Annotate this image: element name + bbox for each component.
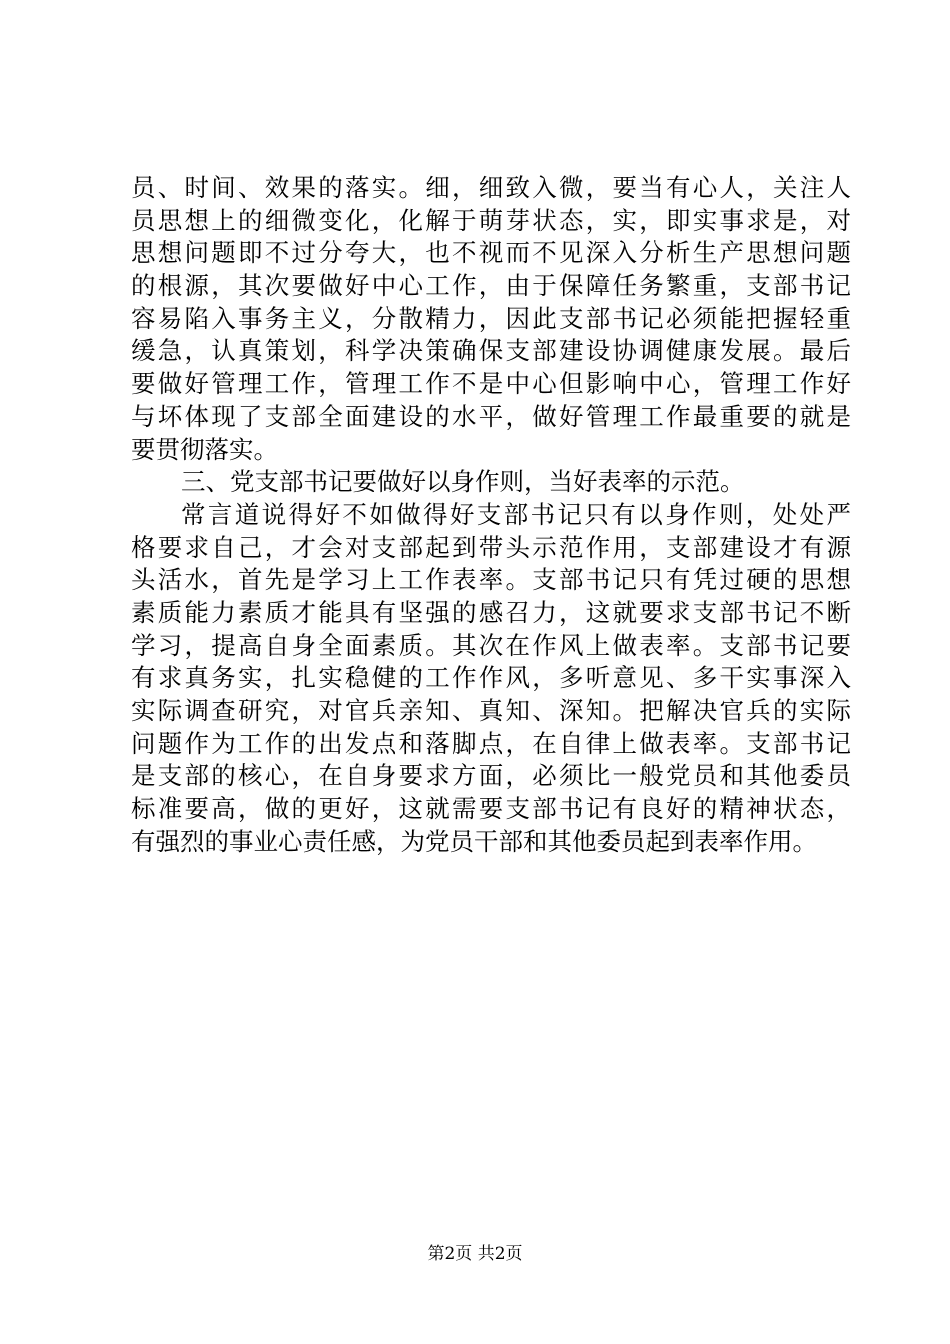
paragraph-line: 格要求自己，才会对支部起到带头示范作用，支部建设才有源 (131, 532, 851, 562)
paragraph-line: 有求真务实，扎实稳健的工作作风，多听意见、多干实事深入 (131, 663, 851, 693)
paragraph-line: 容易陷入事务主义，分散精力，因此支部书记必须能把握轻重 (131, 303, 851, 333)
paragraph-line: 缓急，认真策划，科学决策确保支部建设协调健康发展。最后 (131, 336, 851, 366)
page-number-footer: 第2页 共2页 (427, 1244, 523, 1264)
section-heading: 三、党支部书记要做好以身作则，当好表率的示范。 (181, 467, 745, 497)
paragraph-line: 与坏体现了支部全面建设的水平，做好管理工作最重要的就是 (131, 401, 851, 431)
paragraph-line: 实际调查研究，对官兵亲知、真知、深知。把解决官兵的实际 (131, 696, 851, 725)
paragraph-line: 是支部的核心，在自身要求方面，必须比一般党员和其他委员 (131, 761, 851, 791)
paragraph-line: 员思想上的细微变化，化解于萌芽状态，实，即实事求是，对 (131, 205, 851, 235)
paragraph-line: 思想问题即不过分夸大，也不视而不见深入分析生产思想问题 (131, 238, 851, 268)
paragraph-line: 的根源，其次要做好中心工作，由于保障任务繁重，支部书记 (131, 271, 851, 301)
paragraph-line: 问题作为工作的出发点和落脚点，在自律上做表率。支部书记 (131, 728, 851, 758)
paragraph-line: 头活水，首先是学习上工作表率。支部书记只有凭过硬的思想 (131, 565, 851, 595)
paragraph-line: 要贯彻落实。 (131, 434, 278, 464)
paragraph-line: 要做好管理工作，管理工作不是中心但影响中心，管理工作好 (131, 369, 851, 399)
paragraph-line: 学习，提高自身全面素质。其次在作风上做表率。支部书记要 (131, 630, 851, 660)
paragraph-line: 有强烈的事业心责任感，为党员干部和其他委员起到表率作用。 (131, 826, 817, 856)
paragraph-line: 员、时间、效果的落实。细，细致入微，要当有心人，关注人 (131, 173, 851, 202)
paragraph-line: 素质能力素质才能具有坚强的感召力，这就要求支部书记不断 (131, 597, 851, 627)
paragraph-line: 标准要高，做的更好，这就需要支部书记有良好的精神状态， (131, 794, 851, 824)
document-body (131, 172, 851, 858)
paragraph-line: 常言道说得好不如做得好支部书记只有以身作则，处处严 (181, 499, 851, 529)
